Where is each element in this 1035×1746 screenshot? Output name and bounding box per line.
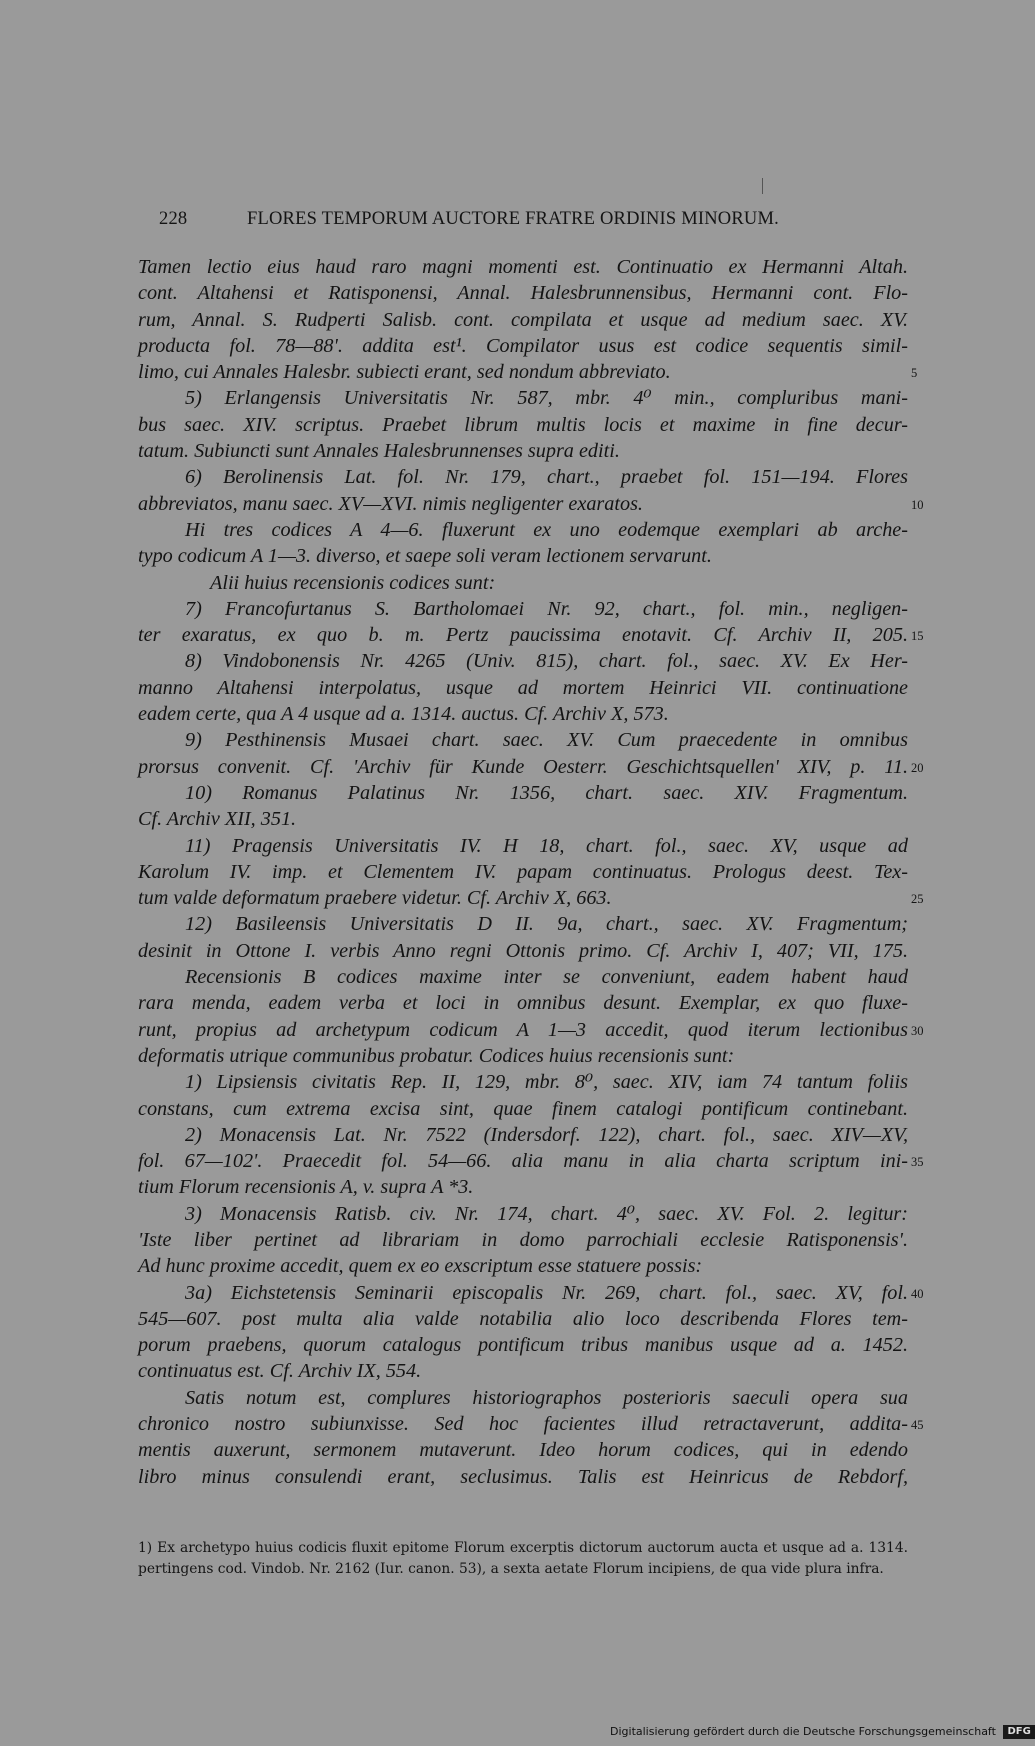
line-text: 3) Monacensis Ratisb. civ. Nr. 174, chart. 4⁰, saec. XV. Fol. 2. legitur: (185, 1202, 908, 1225)
footnote-line: 1) Ex archetypo huius codicis fluxit epitome Florum excerptis dictorum auctorum aucta et usque ad a. 1314. (138, 1540, 908, 1556)
line-text: porum praebens, quorum catalogus pontificum tribus manibus usque ad a. 1452. (138, 1334, 908, 1357)
page-number: 228 (159, 209, 188, 229)
line-number: 15 (911, 629, 924, 644)
text-line (138, 1306, 908, 1332)
line-text: Hi tres codices A 4—6. fluxerunt ex uno eodemque exemplari ab arche- (185, 518, 908, 541)
line-text: rara menda, eadem verba et loci in omnibus desunt. Exemplar, ex quo fluxe- (138, 992, 908, 1015)
line-text: Cf. Archiv XII, 351. (138, 808, 297, 831)
line-text: eadem certe, qua A 4 usque ad a. 1314. auctus. Cf. Archiv X, 573. (138, 703, 669, 726)
text-line (138, 307, 908, 333)
line-number: 25 (911, 892, 924, 907)
text-line (138, 727, 908, 753)
line-text: constans, cum extrema excisa sint, quae finem catalogi pontificum continebant. (138, 1097, 908, 1120)
line-text: 6) Berolinensis Lat. fol. Nr. 179, chart., praebet fol. 151—194. Flores (185, 466, 908, 489)
line-text: tum valde deformatum praebere videtur. Cf. Archiv X, 663. (138, 887, 612, 910)
line-text: libro minus consulendi erant, seclusimus. Talis est Heinricus de Rebdorf, (138, 1465, 908, 1488)
line-text: abbreviatos, manu saec. XV—XVI. nimis negligenter exaratos. (138, 492, 643, 515)
text-line (138, 596, 908, 622)
text-line (138, 1148, 924, 1174)
line-text: Recensionis B codices maxime inter se conveniunt, eadem habent haud (185, 966, 908, 989)
line-number: 30 (911, 1023, 924, 1038)
line-text: deformatis utrique communibus probatur. Codices huius recensionis sunt: (138, 1044, 735, 1067)
line-number: 35 (911, 1155, 924, 1170)
text-line (138, 622, 924, 648)
line-text: ter exaratus, ex quo b. m. Pertz paucissima enotavit. Cf. Archiv II, 205. (138, 624, 908, 647)
line-text: prorsus convenit. Cf. 'Archiv für Kunde Oesterr. Geschichtsquellen' XIV, p. 11. (138, 755, 908, 778)
text-line (138, 385, 908, 411)
text-line (138, 359, 918, 385)
footnotes (138, 1538, 908, 1580)
line-text: producta fol. 78—88'. addita est¹. Compilator usus est codice sequentis simil- (138, 334, 908, 357)
line-text: chronico nostro subiunxisse. Sed hoc facientes illud retractaverunt, addita- (138, 1413, 908, 1436)
line-text: 1) Lipsiensis civitatis Rep. II, 129, mbr. 8⁰, saec. XIV, iam 74 tantum foliis (185, 1071, 908, 1094)
text-line (138, 911, 908, 937)
footnote-line: pertingens cod. Vindob. Nr. 2162 (Iur. canon. 53), a sexta aetate Florum incipiens, de qua vide plura infra. (138, 1561, 884, 1577)
line-text: 2) Monacensis Lat. Nr. 7522 (Indersdorf. 122), chart. fol., saec. XIV—XV, (185, 1123, 908, 1146)
margin-mark (762, 178, 763, 194)
text-line (138, 1017, 924, 1043)
text-line (138, 1253, 908, 1279)
line-text: manno Altahensi interpolatus, usque ad mortem Heinrici VII. continuatione (138, 676, 908, 699)
main-text (138, 254, 924, 1490)
text-line (138, 254, 908, 280)
line-text: cont. Altahensi et Ratisponensi, Annal. Halesbrunnensibus, Hermanni cont. Flo- (138, 282, 908, 305)
line-text: tium Florum recensionis A, v. supra A *3. (138, 1176, 474, 1199)
text-line (138, 333, 908, 359)
text-line (138, 1358, 908, 1384)
text-line (138, 1227, 908, 1253)
line-text: 5) Erlangensis Universitatis Nr. 587, mbr. 4⁰ min., compluribus mani- (185, 387, 908, 410)
line-text: 9) Pesthinensis Musaei chart. saec. XV. Cum praecedente in omnibus (185, 729, 908, 752)
text-line (138, 438, 908, 464)
text-line (138, 1096, 908, 1122)
text-line (138, 1332, 908, 1358)
line-text: Ad hunc proxime accedit, quem ex eo exscriptum esse statuere possis: (138, 1255, 703, 1278)
text-line (138, 1174, 908, 1200)
line-text: typo codicum A 1—3. diverso, et saepe soli veram lectionem servarunt. (138, 545, 712, 568)
text-line (138, 675, 908, 701)
line-text: Satis notum est, complures historiographos posterioris saeculi opera sua (185, 1386, 908, 1409)
line-text: rum, Annal. S. Rudperti Salisb. cont. compilata et usque ad medium saec. XV. (138, 308, 908, 331)
line-text: runt, propius ad archetypum codicum A 1—3 accedit, quod iterum lectionibus (138, 1018, 908, 1041)
text-line (138, 964, 908, 990)
line-text: 7) Francofurtanus S. Bartholomaei Nr. 92, chart., fol. min., negligen- (185, 597, 908, 620)
line-text: 11) Pragensis Universitatis IV. H 18, chart. fol., saec. XV, usque ad (185, 834, 908, 857)
text-line (138, 833, 908, 859)
text-line (138, 885, 924, 911)
line-text: 10) Romanus Palatinus Nr. 1356, chart. saec. XIV. Fragmentum. (185, 781, 908, 804)
text-line (138, 701, 908, 727)
line-text: Alii huius recensionis codices sunt: (210, 571, 496, 594)
line-text: Tamen lectio eius haud raro magni momenti est. Continuatio ex Hermanni Altah. (138, 256, 908, 278)
running-header (157, 209, 917, 237)
text-line (138, 543, 908, 569)
line-text: limo, cui Annales Halesbr. subiecti erant, sed nondum abbreviato. (138, 361, 671, 384)
text-line (138, 1385, 908, 1411)
text-line (138, 1464, 908, 1490)
line-text: 'Iste liber pertinet ad librariam in domo parrochiali ecclesie Ratisponensis'. (138, 1228, 908, 1251)
credit-text: Digitalisierung gefördert durch die Deutsche Forschungsgemeinschaft (610, 1725, 996, 1738)
dfg-logo: DFG (1003, 1725, 1034, 1739)
digitization-credit (610, 1725, 1031, 1743)
line-text: mentis auxerunt, sermonem mutaverunt. Ideo horum codices, qui in edendo (138, 1439, 908, 1462)
text-line (138, 754, 924, 780)
text-line (138, 280, 908, 306)
line-number: 45 (911, 1418, 924, 1433)
text-line (138, 859, 908, 885)
text-line (138, 1043, 908, 1069)
text-line (138, 1280, 924, 1306)
text-line (138, 938, 908, 964)
line-number: 20 (911, 760, 924, 775)
line-text: 12) Basileensis Universitatis D II. 9a, chart., saec. XV. Fragmentum; (185, 913, 908, 936)
line-text: continuatus est. Cf. Archiv IX, 554. (138, 1360, 422, 1383)
text-line (138, 491, 924, 517)
line-text: fol. 67—102'. Praecedit fol. 54—66. alia manu in alia charta scriptum ini- (138, 1150, 908, 1173)
text-line (138, 412, 908, 438)
line-number: 5 (911, 366, 918, 381)
line-text: 8) Vindobonensis Nr. 4265 (Univ. 815), chart. fol., saec. XV. Ex Her- (185, 650, 908, 673)
line-text: 545—607. post multa alia valde notabilia alio loco describenda Flores tem- (138, 1307, 908, 1330)
line-text: desinit in Ottone I. verbis Anno regni Ottonis primo. Cf. Archiv I, 407; VII, 175. (138, 939, 908, 962)
text-line (138, 1122, 908, 1148)
line-text: bus saec. XIV. scriptus. Praebet librum multis locis et maxime in fine decur- (138, 413, 908, 436)
text-line (138, 1437, 908, 1463)
line-text: Karolum IV. imp. et Clementem IV. papam continuatus. Prologus deest. Tex- (138, 860, 908, 883)
text-line (138, 780, 908, 806)
line-text: 3a) Eichstetensis Seminarii episcopalis Nr. 269, chart. fol., saec. XV, fol. (185, 1281, 908, 1304)
text-line (138, 1411, 924, 1437)
line-text: tatum. Subiuncti sunt Annales Halesbrunnenses supra editi. (138, 440, 620, 463)
text-line (138, 648, 908, 674)
text-line (138, 806, 908, 832)
text-line (138, 990, 908, 1016)
line-number: 40 (911, 1286, 924, 1301)
text-line (138, 1201, 908, 1227)
line-number: 10 (911, 497, 924, 512)
text-line (138, 1069, 908, 1095)
running-title: FLORES TEMPORUM AUCTORE FRATRE ORDINIS MINORUM. (247, 209, 779, 229)
text-line (138, 464, 908, 490)
text-line (138, 570, 908, 596)
text-line (138, 517, 908, 543)
